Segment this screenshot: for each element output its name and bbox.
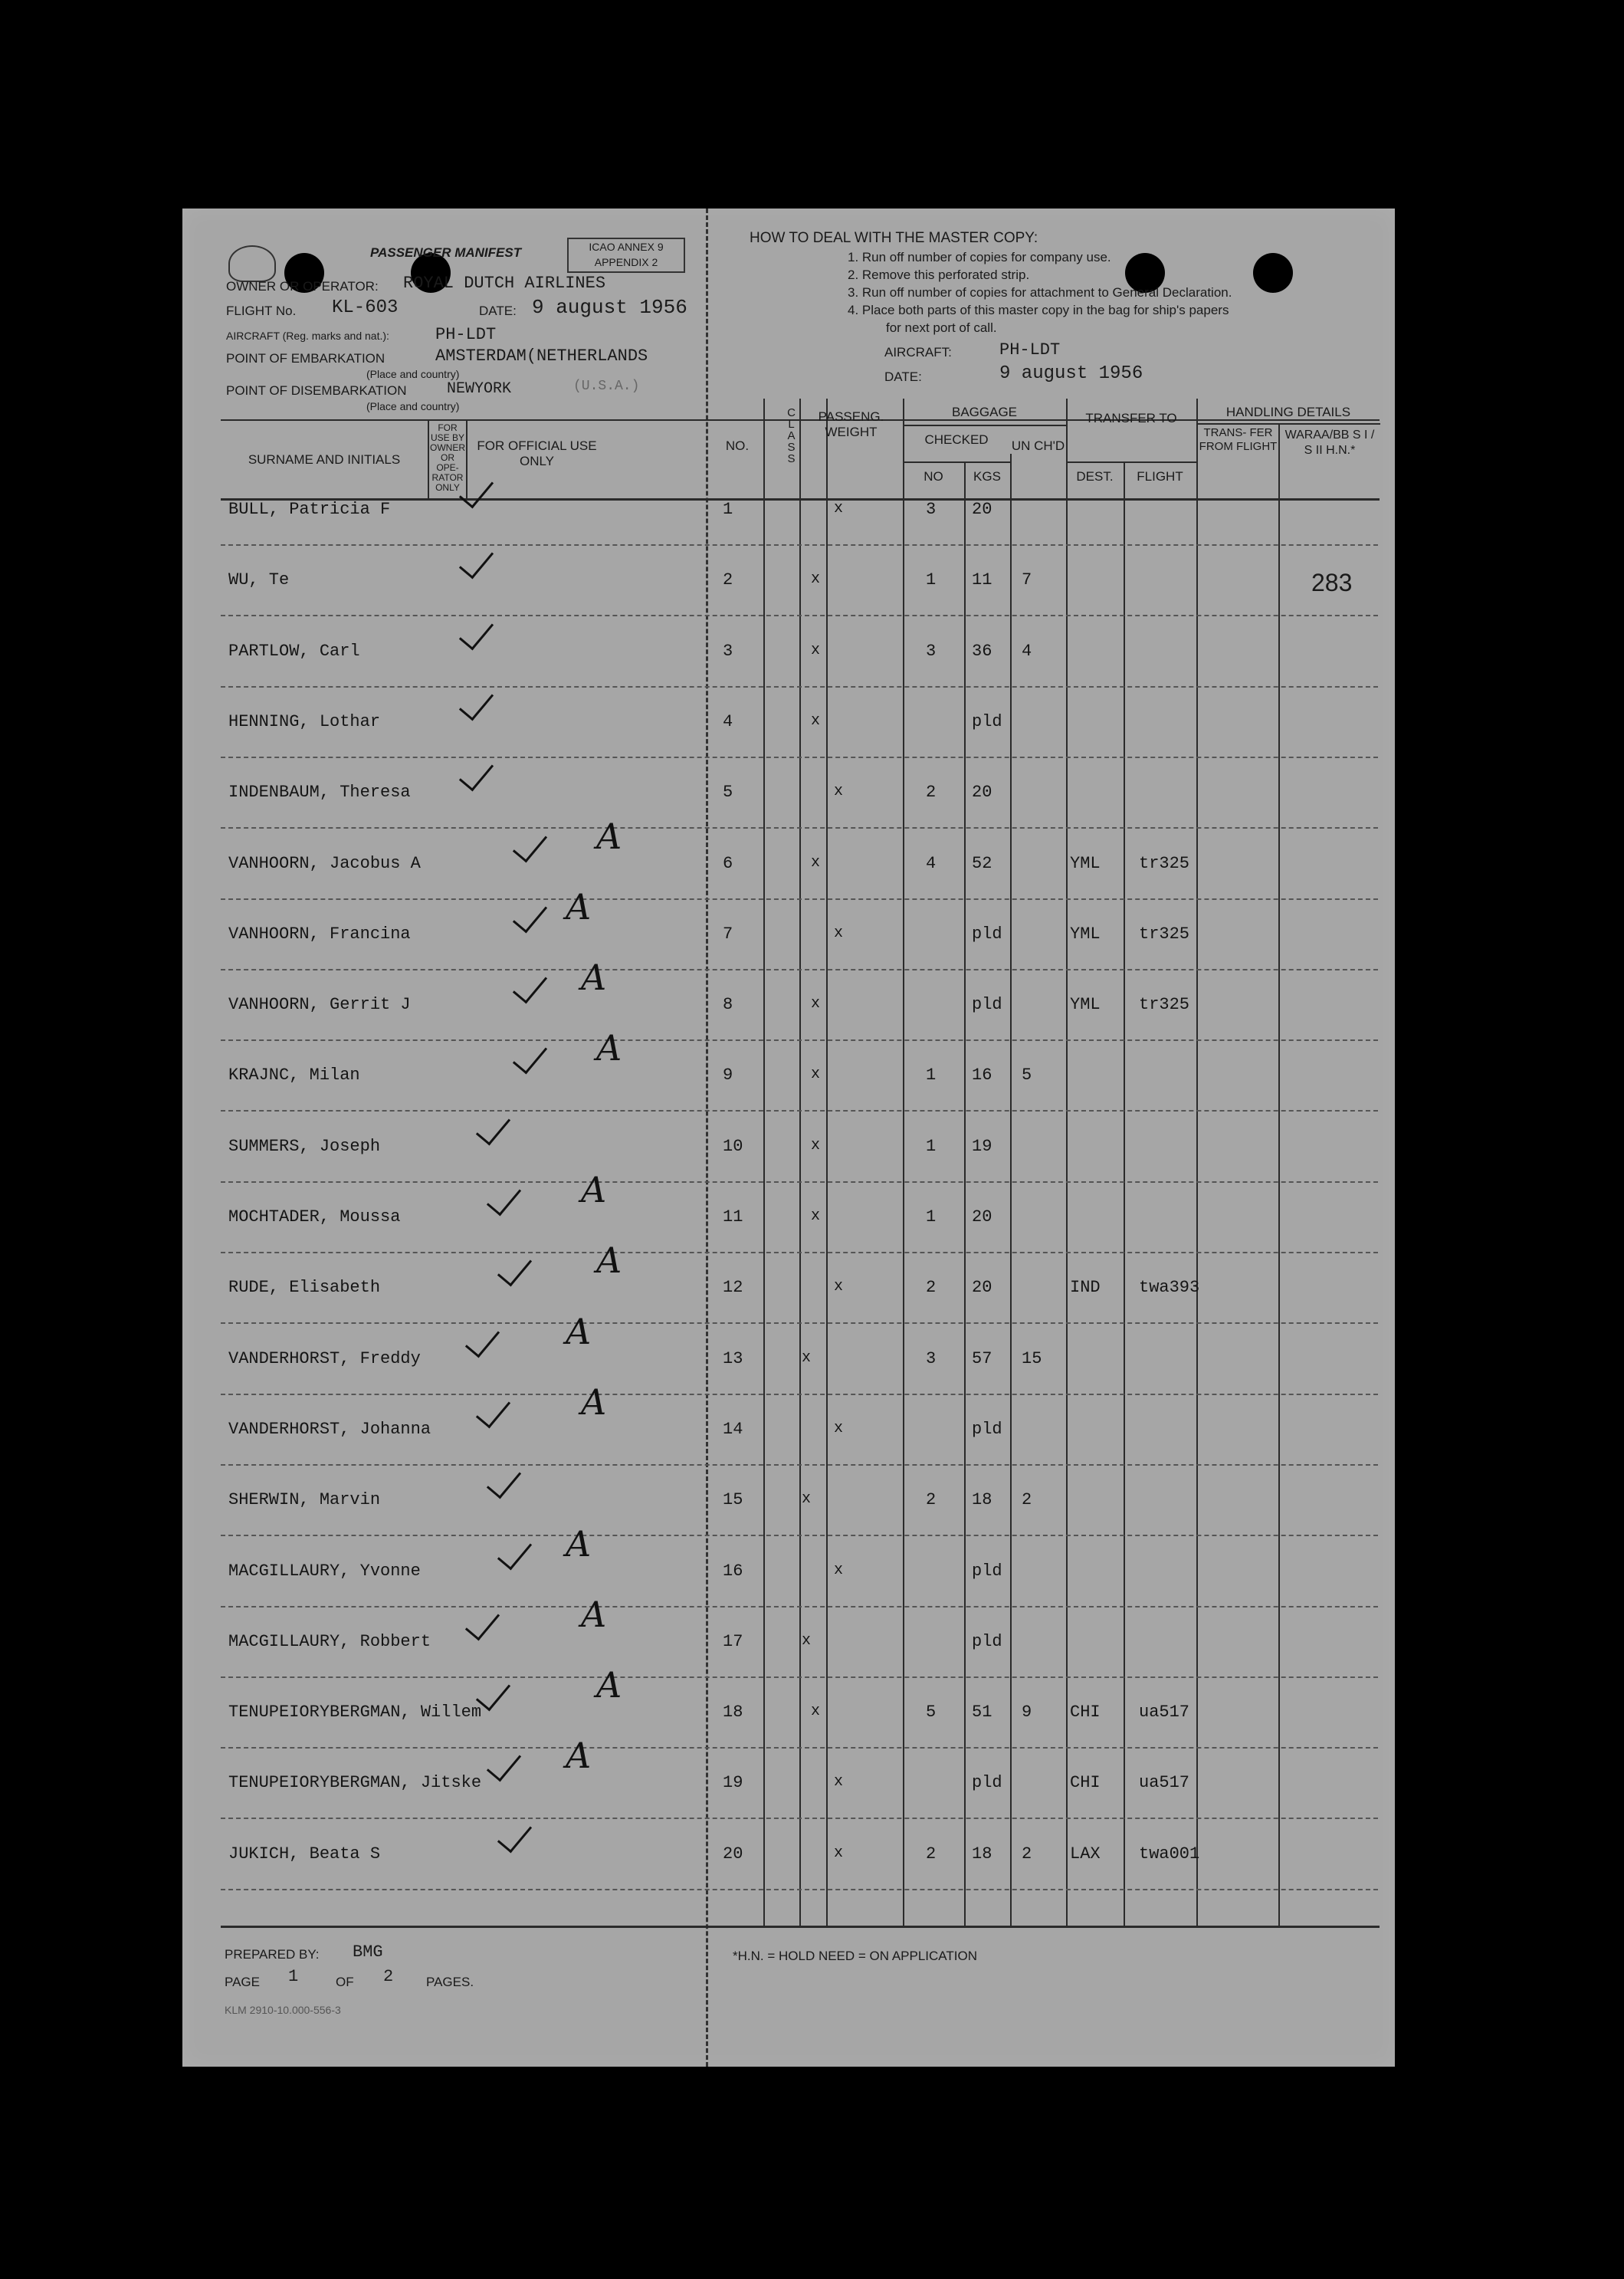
col-bag-no: NO	[924, 469, 943, 484]
passenger-no: 4	[723, 711, 733, 731]
bag-kgs: 18	[972, 1490, 992, 1510]
owner-value: ROYAL DUTCH AIRLINES	[403, 274, 606, 293]
col-surname: SURNAME AND INITIALS	[248, 452, 401, 467]
passenger-name: VANDERHORST, Johanna	[228, 1419, 431, 1439]
passenger-name: HENNING, Lothar	[228, 711, 381, 731]
class-mark: x	[834, 1278, 844, 1296]
row-divider	[221, 1039, 1378, 1041]
checkmark-icon	[465, 1604, 500, 1640]
class-mark: x	[811, 641, 821, 659]
bag-unchecked: 2	[1022, 1490, 1032, 1510]
pages-label: PAGES.	[426, 1975, 474, 1989]
passenger-no: 14	[723, 1419, 743, 1439]
passenger-name: VANHOORN, Francina	[228, 924, 411, 944]
class-mark: x	[811, 1066, 821, 1084]
bag-kgs: 36	[972, 641, 992, 661]
transfer-flight: tr325	[1139, 853, 1190, 873]
passenger-name: MACGILLAURY, Robbert	[228, 1631, 431, 1651]
checkmark-icon	[487, 1463, 521, 1499]
disembark-place-note: (Place and country)	[366, 400, 460, 412]
bag-count: 5	[926, 1703, 937, 1722]
bag-count: 3	[926, 500, 937, 519]
passenger-no: 18	[723, 1703, 743, 1722]
col-transfer-from: TRANS- FER FROM FLIGHT	[1199, 426, 1278, 453]
embark-value: AMSTERDAM(NETHERLANDS	[435, 346, 648, 366]
bag-count: 1	[926, 1207, 937, 1227]
passenger-name: PARTLOW, Carl	[228, 641, 360, 661]
checkmark-icon	[513, 896, 547, 933]
bag-kgs: 20	[972, 1207, 992, 1227]
passenger-no: 7	[723, 924, 733, 944]
transfer-flight: twa393	[1139, 1278, 1200, 1298]
official-mark: A	[566, 1735, 592, 1777]
passenger-no: 13	[723, 1348, 743, 1368]
passenger-no: 12	[723, 1278, 743, 1298]
icao-line-1: ICAO ANNEX 9	[589, 241, 664, 253]
passenger-name: SUMMERS, Joseph	[228, 1136, 381, 1156]
col-divider	[1124, 461, 1125, 1926]
class-mark: x	[834, 1419, 844, 1437]
checkmark-icon	[497, 1250, 532, 1287]
class-mark: x	[834, 1773, 844, 1791]
icao-box	[567, 238, 685, 273]
class-mark: x	[834, 500, 844, 517]
bag-kgs: 20	[972, 500, 992, 519]
col-owner-use: FOR USE BY OWNER OR OPE- RATOR ONLY	[430, 422, 465, 493]
bag-kgs: pld	[972, 711, 1002, 731]
instruction-4-cont: for next port of call.	[886, 320, 997, 335]
col-baggage: BAGGAGE	[951, 405, 1018, 419]
passenger-no: 9	[723, 1066, 733, 1085]
official-mark: A	[566, 885, 592, 928]
row-divider	[221, 1889, 1378, 1890]
checkmark-icon	[476, 1108, 510, 1145]
bag-unchecked: 5	[1022, 1066, 1032, 1085]
passenger-no: 20	[723, 1844, 743, 1864]
col-no: NO.	[725, 438, 750, 453]
instr-aircraft-label: AIRCRAFT:	[884, 345, 952, 360]
row-divider	[221, 615, 1378, 616]
bag-kgs: 52	[972, 853, 992, 873]
disembark-label: POINT OF DISEMBARKATION	[226, 383, 407, 398]
bag-kgs: 18	[972, 1844, 992, 1864]
punch-hole	[1253, 253, 1293, 293]
row-divider	[221, 686, 1378, 688]
passenger-name: KRAJNC, Milan	[228, 1066, 360, 1085]
row-divider	[221, 1252, 1378, 1253]
aircraft-label: AIRCRAFT (Reg. marks and nat.):	[226, 330, 389, 342]
flight-value: KL-603	[332, 297, 399, 318]
instruction-4: 4. Place both parts of this master copy in the bag for ship's papers	[848, 303, 1229, 317]
passenger-name: VANDERHORST, Freddy	[228, 1348, 421, 1368]
transfer-flight: ua517	[1139, 1703, 1190, 1722]
row-divider	[221, 1676, 1378, 1678]
aircraft-value: PH-LDT	[435, 325, 497, 344]
airline-logo-icon	[228, 245, 276, 282]
sub-rule	[903, 425, 1066, 426]
row-divider	[221, 544, 1378, 546]
bag-unchecked: 2	[1022, 1844, 1032, 1864]
passenger-no: 15	[723, 1490, 743, 1510]
instruction-2: 2. Remove this perforated strip.	[848, 268, 1030, 282]
transfer-dest: LAX	[1070, 1844, 1101, 1864]
col-official-use: FOR OFFICIAL USE ONLY	[477, 438, 597, 468]
transfer-dest: YML	[1070, 924, 1101, 944]
passenger-no: 16	[723, 1561, 743, 1581]
class-mark: x	[811, 853, 821, 872]
icao-line-2: APPENDIX 2	[594, 256, 658, 268]
row-divider	[221, 1394, 1378, 1395]
bag-unchecked: 15	[1022, 1348, 1042, 1368]
checkmark-icon	[497, 1533, 532, 1570]
col-waraa: WARAA/BB S I / S II H.N.*	[1284, 429, 1375, 457]
official-mark: A	[581, 1381, 607, 1423]
bag-kgs: 51	[972, 1703, 992, 1722]
checkmark-icon	[487, 1745, 521, 1782]
passenger-no: 11	[723, 1207, 743, 1227]
instruction-3: 3. Run off number of copies for attachment to General Declaration.	[848, 285, 1232, 300]
official-mark: A	[596, 1664, 622, 1706]
checkmark-icon	[513, 967, 547, 1004]
passenger-no: 1	[723, 500, 733, 519]
row-divider	[221, 1535, 1378, 1536]
passenger-name: TENUPEIORYBERGMAN, Willem	[228, 1703, 482, 1722]
checkmark-icon	[487, 1180, 521, 1217]
bag-kgs: 57	[972, 1348, 992, 1368]
official-mark: A	[566, 1310, 592, 1352]
col-divider	[763, 399, 765, 1926]
row-divider	[221, 969, 1378, 970]
col-transfer: TRANSFER TO	[1085, 411, 1177, 425]
transfer-flight: twa001	[1139, 1844, 1200, 1864]
bag-kgs: pld	[972, 995, 1002, 1015]
passenger-no: 19	[723, 1773, 743, 1793]
checkmark-icon	[497, 1816, 532, 1853]
bag-unchecked: 4	[1022, 641, 1032, 661]
passenger-name: SHERWIN, Marvin	[228, 1490, 381, 1510]
date-value: 9 august 1956	[532, 296, 687, 319]
class-mark: x	[811, 711, 821, 730]
checkmark-icon	[459, 685, 494, 721]
passenger-name: WU, Te	[228, 570, 290, 590]
col-handling: HANDLING DETAILS	[1225, 405, 1351, 419]
col-divider	[1010, 454, 1012, 1926]
bag-count: 3	[926, 1348, 937, 1368]
instr-date-label: DATE:	[884, 369, 922, 384]
official-mark: A	[581, 957, 607, 999]
bag-unchecked: 9	[1022, 1703, 1032, 1722]
flight-label: FLIGHT No.	[226, 304, 297, 318]
row-divider	[221, 1110, 1378, 1112]
bag-kgs: 19	[972, 1136, 992, 1156]
passenger-name: MOCHTADER, Moussa	[228, 1207, 401, 1227]
manifest-sheet	[182, 209, 1395, 2067]
passenger-name: INDENBAUM, Theresa	[228, 783, 411, 803]
bag-count: 4	[926, 853, 937, 873]
prepared-by-value: BMG	[353, 1942, 383, 1962]
passenger-name: RUDE, Elisabeth	[228, 1278, 381, 1298]
row-divider	[221, 1181, 1378, 1183]
col-dest: DEST.	[1076, 469, 1114, 484]
transfer-dest: CHI	[1070, 1703, 1101, 1722]
bag-kgs: 16	[972, 1066, 992, 1085]
passenger-name: BULL, Patricia F	[228, 500, 391, 519]
row-divider	[221, 757, 1378, 758]
checkmark-icon	[459, 543, 494, 580]
passenger-name: VANHOORN, Gerrit J	[228, 995, 411, 1015]
row-divider	[221, 827, 1378, 829]
official-mark: A	[596, 1240, 622, 1282]
col-divider	[826, 399, 828, 1926]
sub-rule	[903, 461, 1010, 463]
checkmark-icon	[476, 1392, 510, 1429]
checkmark-icon	[459, 755, 494, 792]
passenger-no: 8	[723, 995, 733, 1015]
transfer-dest: IND	[1070, 1278, 1101, 1298]
instr-date-value: 9 august 1956	[999, 363, 1143, 384]
class-mark: x	[834, 1844, 844, 1862]
of-value: 2	[383, 1967, 394, 1986]
row-divider	[221, 1606, 1378, 1607]
page-value: 1	[288, 1967, 299, 1986]
transfer-dest: YML	[1070, 995, 1101, 1015]
transfer-dest: CHI	[1070, 1773, 1101, 1793]
row-divider	[221, 1747, 1378, 1749]
bag-count: 1	[926, 1066, 937, 1085]
side-note: 283	[1311, 569, 1353, 596]
passenger-name: VANHOORN, Jacobus A	[228, 853, 421, 873]
class-mark: x	[811, 995, 821, 1013]
col-kgs: KGS	[973, 469, 1001, 484]
bag-kgs: pld	[972, 1773, 1002, 1793]
passenger-name: MACGILLAURY, Yvonne	[228, 1561, 421, 1581]
passenger-no: 3	[723, 641, 733, 661]
bag-kgs: pld	[972, 924, 1002, 944]
official-mark: A	[596, 815, 622, 857]
form-title: PASSENGER MANIFEST	[370, 245, 522, 260]
instruction-1: 1. Run off number of copies for company use.	[848, 250, 1111, 264]
official-mark: A	[581, 1593, 607, 1635]
bag-count: 2	[926, 783, 937, 803]
instr-aircraft-value: PH-LDT	[999, 340, 1061, 360]
col-checked: CHECKED	[924, 432, 989, 447]
transfer-flight: tr325	[1139, 924, 1190, 944]
hn-note: *H.N. = HOLD NEED = ON APPLICATION	[733, 1949, 977, 1963]
bag-count: 1	[926, 570, 937, 590]
sub-rule	[1066, 461, 1196, 463]
col-passeng-weight: PASSENG. WEIGHT	[818, 409, 884, 439]
transfer-flight: ua517	[1139, 1773, 1190, 1793]
class-mark: x	[834, 924, 844, 942]
embark-place-note: (Place and country)	[366, 368, 460, 380]
row-divider	[221, 1818, 1378, 1819]
checkmark-icon	[513, 826, 547, 862]
col-divider	[1196, 399, 1198, 1926]
sub-rule	[1196, 423, 1380, 425]
perforation-line	[706, 209, 708, 2067]
bag-kgs: 20	[972, 1278, 992, 1298]
class-mark: x	[811, 1703, 821, 1721]
col-class: CLASS	[785, 406, 798, 464]
bag-count: 2	[926, 1844, 937, 1864]
col-divider	[1066, 399, 1068, 1926]
disembark-country: (U.S.A.)	[573, 379, 640, 394]
date-label: DATE:	[479, 304, 517, 318]
col-flight: FLIGHT	[1137, 469, 1183, 484]
passenger-no: 2	[723, 570, 733, 590]
row-divider	[221, 898, 1378, 900]
class-mark: x	[802, 1631, 812, 1650]
transfer-flight: tr325	[1139, 995, 1190, 1015]
bag-kgs: pld	[972, 1419, 1002, 1439]
class-mark: x	[834, 1561, 844, 1579]
class-mark: x	[811, 1136, 821, 1154]
passenger-no: 6	[723, 853, 733, 873]
passenger-no: 17	[723, 1631, 743, 1651]
bag-unchecked: 7	[1022, 570, 1032, 590]
form-code: KLM 2910-10.000-556-3	[225, 2004, 341, 2016]
col-divider	[964, 461, 966, 1926]
bag-kgs: pld	[972, 1631, 1002, 1651]
bag-count: 2	[926, 1490, 937, 1510]
class-mark: x	[802, 1490, 812, 1509]
instructions-title: HOW TO DEAL WITH THE MASTER COPY:	[750, 230, 1038, 246]
row-divider	[221, 1464, 1378, 1466]
class-mark: x	[802, 1348, 812, 1367]
official-mark: A	[581, 1169, 607, 1210]
class-mark: x	[811, 1207, 821, 1225]
row-divider	[221, 1322, 1378, 1324]
checkmark-icon	[513, 1038, 547, 1075]
bag-kgs: 20	[972, 783, 992, 803]
col-divider	[799, 399, 801, 1926]
passenger-no: 10	[723, 1136, 743, 1156]
table-bottom-rule	[221, 1926, 1380, 1928]
checkmark-icon	[465, 1321, 500, 1358]
bag-kgs: 11	[972, 570, 992, 590]
transfer-dest: YML	[1070, 853, 1101, 873]
page-label: PAGE	[225, 1975, 260, 1989]
col-divider	[903, 399, 904, 1926]
class-mark: x	[811, 570, 821, 589]
passenger-name: JUKICH, Beata S	[228, 1844, 381, 1864]
official-mark: A	[596, 1027, 622, 1069]
col-unchd: UN CH'D	[1011, 438, 1065, 453]
col-divider	[1278, 423, 1280, 1926]
official-mark: A	[566, 1522, 592, 1565]
embark-label: POINT OF EMBARKATION	[226, 351, 385, 366]
passenger-no: 5	[723, 783, 733, 803]
prepared-by-label: PREPARED BY:	[225, 1947, 320, 1962]
bag-kgs: pld	[972, 1561, 1002, 1581]
bag-count: 2	[926, 1278, 937, 1298]
disembark-value: NEWYORK	[447, 380, 512, 398]
owner-label: OWNER OR OPERATOR:	[226, 279, 379, 294]
passenger-name: TENUPEIORYBERGMAN, Jitske	[228, 1773, 482, 1793]
checkmark-icon	[459, 613, 494, 650]
of-label: OF	[336, 1975, 354, 1989]
class-mark: x	[834, 783, 844, 801]
bag-count: 3	[926, 641, 937, 661]
bag-count: 1	[926, 1136, 937, 1156]
